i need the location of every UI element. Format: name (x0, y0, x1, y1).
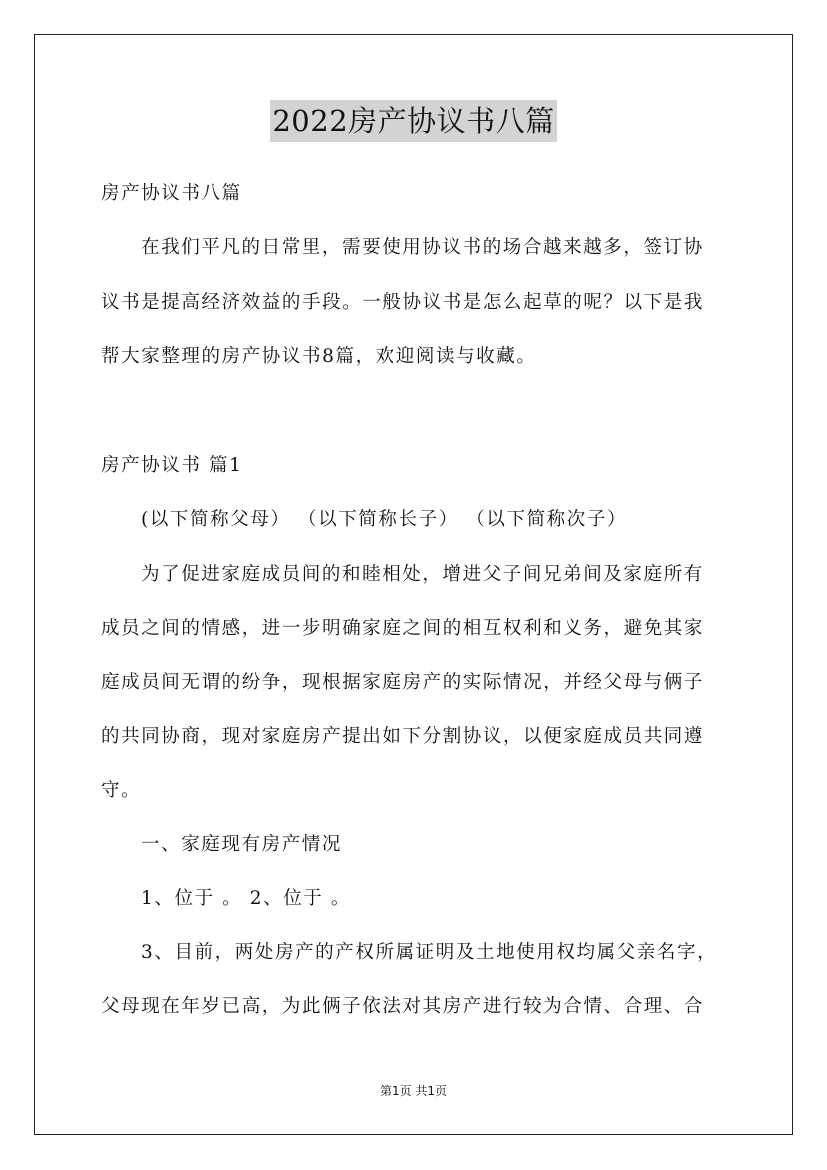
item-3-line-1: 3、目前，两处房产的产权所属证明及土地使用权均属父亲名字， (141, 942, 718, 963)
subtitle: 房产协议书八篇 (101, 183, 242, 204)
intro-line-2: 议书是提高经济效益的手段。一般协议书是怎么起草的呢？以下是我 (101, 292, 705, 313)
item-heading: 一、家庭现有房产情况 (141, 834, 343, 855)
intro-line-1: 在我们平凡的日常里，需要使用协议书的场合越来越多，签订协 (141, 237, 704, 258)
paragraph1-line-3: 庭成员间无谓的纷争，现根据家庭房产的实际情况，并经父母与俩子 (101, 672, 705, 693)
section-heading: 房产协议书 篇1 (101, 455, 243, 476)
paragraph1-line-5: 守。 (101, 780, 142, 801)
paragraph1-line-4: 的共同协商，现对家庭房产提出如下分割协议，以便家庭成员共同遵 (101, 726, 705, 747)
parties-line: (以下简称父母） （以下简称长子） （以下简称次子） (141, 509, 628, 530)
intro-line-3: 帮大家整理的房产协议书8篇，欢迎阅读与收藏。 (101, 346, 537, 367)
item-1-2: 1、位于 。 2、位于 。 (141, 888, 351, 909)
document-title: 2022房产协议书八篇 (270, 100, 556, 142)
paragraph1-line-1: 为了促进家庭成员间的和睦相处，增进父子间兄弟间及家庭所有 (141, 564, 704, 585)
title-container (0, 100, 827, 142)
paragraph1-line-2: 成员之间的情感，进一步明确家庭之间的相互权利和义务，避免其家 (101, 618, 705, 639)
page-footer: 第1页 共1页 (379, 1084, 448, 1098)
item-3-line-2: 父母现在年岁已高，为此俩子依法对其房产进行较为合情、合理、合 (101, 996, 705, 1017)
